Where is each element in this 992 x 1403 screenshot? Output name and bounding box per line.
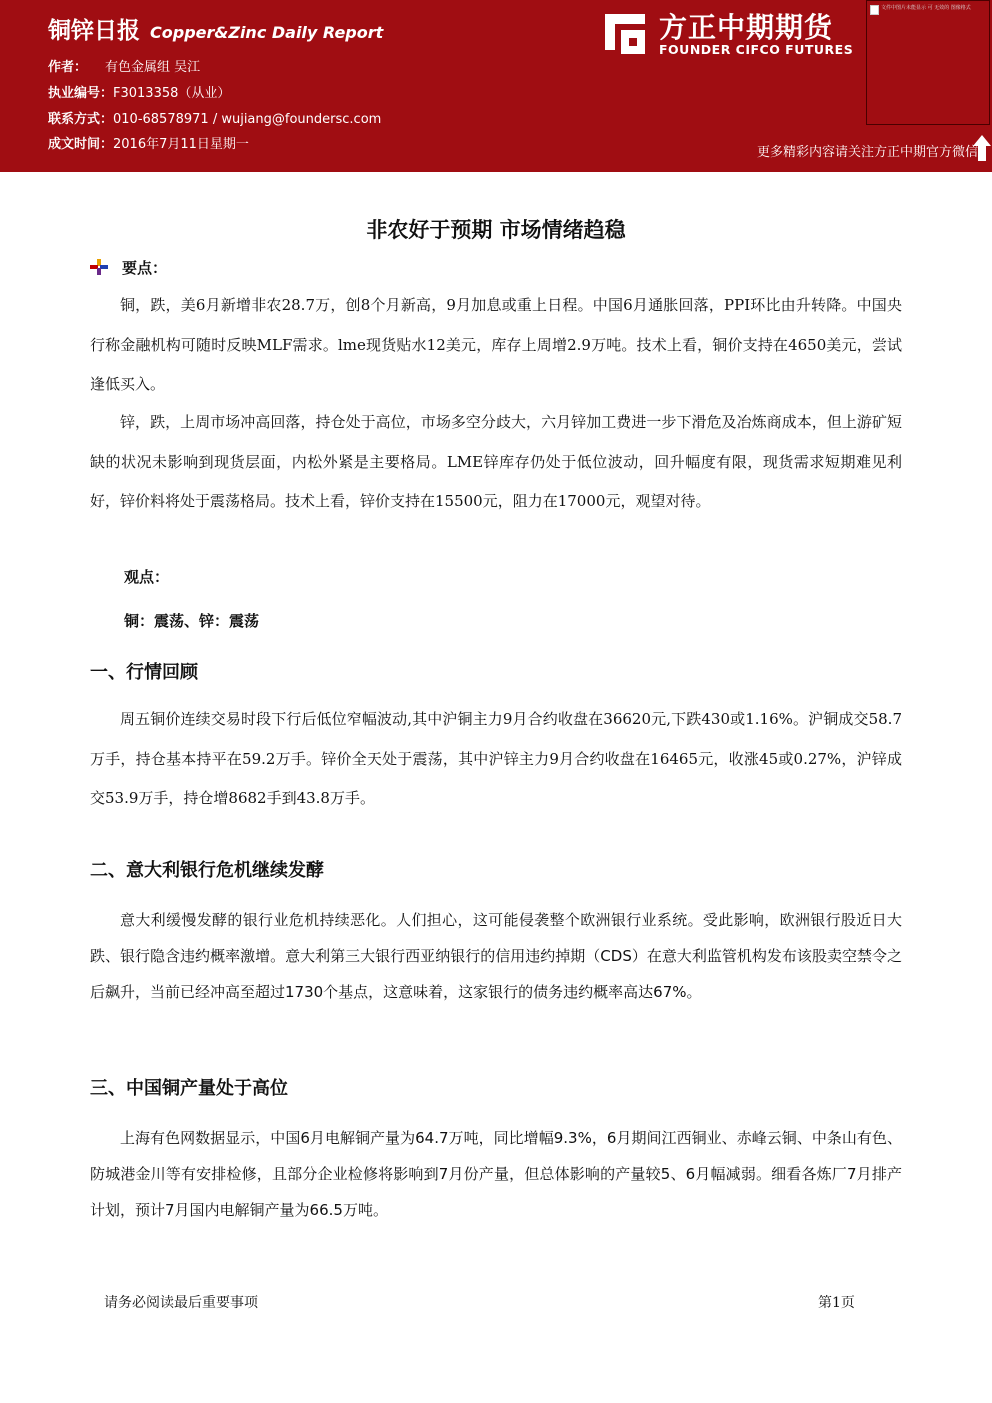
author-value: 有色金属组 吴江: [105, 60, 201, 75]
date-value: 2016年7月11日星期一: [113, 137, 249, 152]
qr-code-placeholder: [866, 0, 990, 125]
follow-wechat-text: 更多精彩内容请关注方正中期官方微信: [756, 145, 978, 160]
founder-logo-icon: [603, 10, 647, 56]
license-label: 执业编号：: [48, 86, 114, 101]
qr-placeholder-text: 文件中图片未能显示 可 无效的 图像格式: [881, 5, 971, 11]
footer-notice: 请务必阅读最后重要事项: [104, 1295, 258, 1311]
up-arrow-icon: [972, 133, 992, 163]
logo-text-cn: 方正中期期货: [659, 11, 834, 44]
section1-title: 一、行情回顾: [90, 662, 198, 683]
section2-body: 意大利缓慢发酵的银行业危机持续恶化。人们担心，这可能侵袭整个欧洲银行业系统。受此影响，欧洲银行股近日大跌、银行隐含违约概率激增。意大利第三大银行西亚纳银行的信用违约掉期（CDS）在意大利监管机构发布该股卖空禁令之后飙升，当前已经冲高至超过1730个基点，这意味着，这家银行的债务违约概率高达67%。: [90, 911, 902, 1001]
section3-body: 上海有色网数据显示，中国6月电解铜产量为64.7万吨，同比增幅9.3%，6月期间江西铜业、赤峰云铜、中条山有色、防城港金川等有安排检修，且部分企业检修将影响到7月份产量，但总体影响的产量较5、6月幅减弱。细看各炼厂7月排产计划，预计7月国内电解铜产量为66.5万吨。: [90, 1129, 902, 1219]
contact-line: [48, 108, 381, 127]
section1-body: 周五铜价连续交易时段下行后低位窄幅波动,其中沪铜主力9月合约收盘在36620元,下跌430或1.16%。沪铜成交58.7万手，持仓基本持平在59.2万手。锌价全天处于震荡，其中沪锌主力9月合约收盘在16465元，收涨45或0.27%，沪锌成交53.9万手，持仓增8682手到43.8万手。: [90, 710, 902, 807]
page-number: 第1页: [818, 1295, 855, 1311]
copper-summary: 铜，跌，美6月新增非农28.7万，创8个月新高，9月加息或重上日程。中国6月通胀回落，PPI环比由升转降。中国央行称金融机构可随时反映MLF需求。lme现货贴水12美元，库存上周增2.9万吨。技术上看，铜价支持在4650美元，尝试逢低买入。: [90, 296, 902, 393]
document-title: 非农好于预期 市场情绪趋稳: [366, 218, 626, 242]
report-title-cn: 铜锌日报: [48, 18, 140, 44]
contact-label: 联系方式：: [48, 112, 114, 127]
zinc-summary: 锌，跌，上周市场冲高回落，持仓处于高位，市场多空分歧大，六月锌加工费进一步下滑危及冶炼商成本，但上游矿短缺的状况未影响到现货层面，内松外紧是主要格局。LME锌库存仍处于低位波动，回升幅度有限，现货需求短期难见利好，锌价料将处于震荡格局。技术上看，锌价支持在15500元，阻力在17000元，观望对待。: [90, 413, 902, 510]
license-line: [48, 82, 230, 101]
contact-value[interactable]: 010-68578971 / wujiang@foundersc.com: [113, 112, 382, 127]
license-value: F3013358（从业）: [113, 86, 231, 101]
report-header: [0, 0, 992, 172]
date-label: 成文时间：: [48, 137, 114, 152]
view-label: 观点：: [124, 568, 170, 586]
section3-title: 三、中国铜产量处于高位: [90, 1078, 288, 1099]
key-points-heading: [90, 257, 167, 278]
broken-image-icon: [870, 5, 879, 15]
key-points-label: 要点：: [122, 259, 168, 277]
bullet-marker-icon: [90, 259, 108, 275]
company-logo: [603, 6, 863, 62]
logo-text-en: FOUNDER CIFCO FUTURES: [659, 42, 854, 57]
author-label: 作者：: [48, 60, 88, 75]
date-line: [48, 133, 249, 152]
section2-title: 二、意大利银行危机继续发酵: [90, 860, 324, 881]
report-title-en: Copper&Zinc Daily Report: [150, 23, 384, 42]
view-value: 铜：震荡、锌：震荡: [124, 612, 260, 630]
author-line: [48, 56, 200, 75]
report-title: [48, 12, 383, 45]
